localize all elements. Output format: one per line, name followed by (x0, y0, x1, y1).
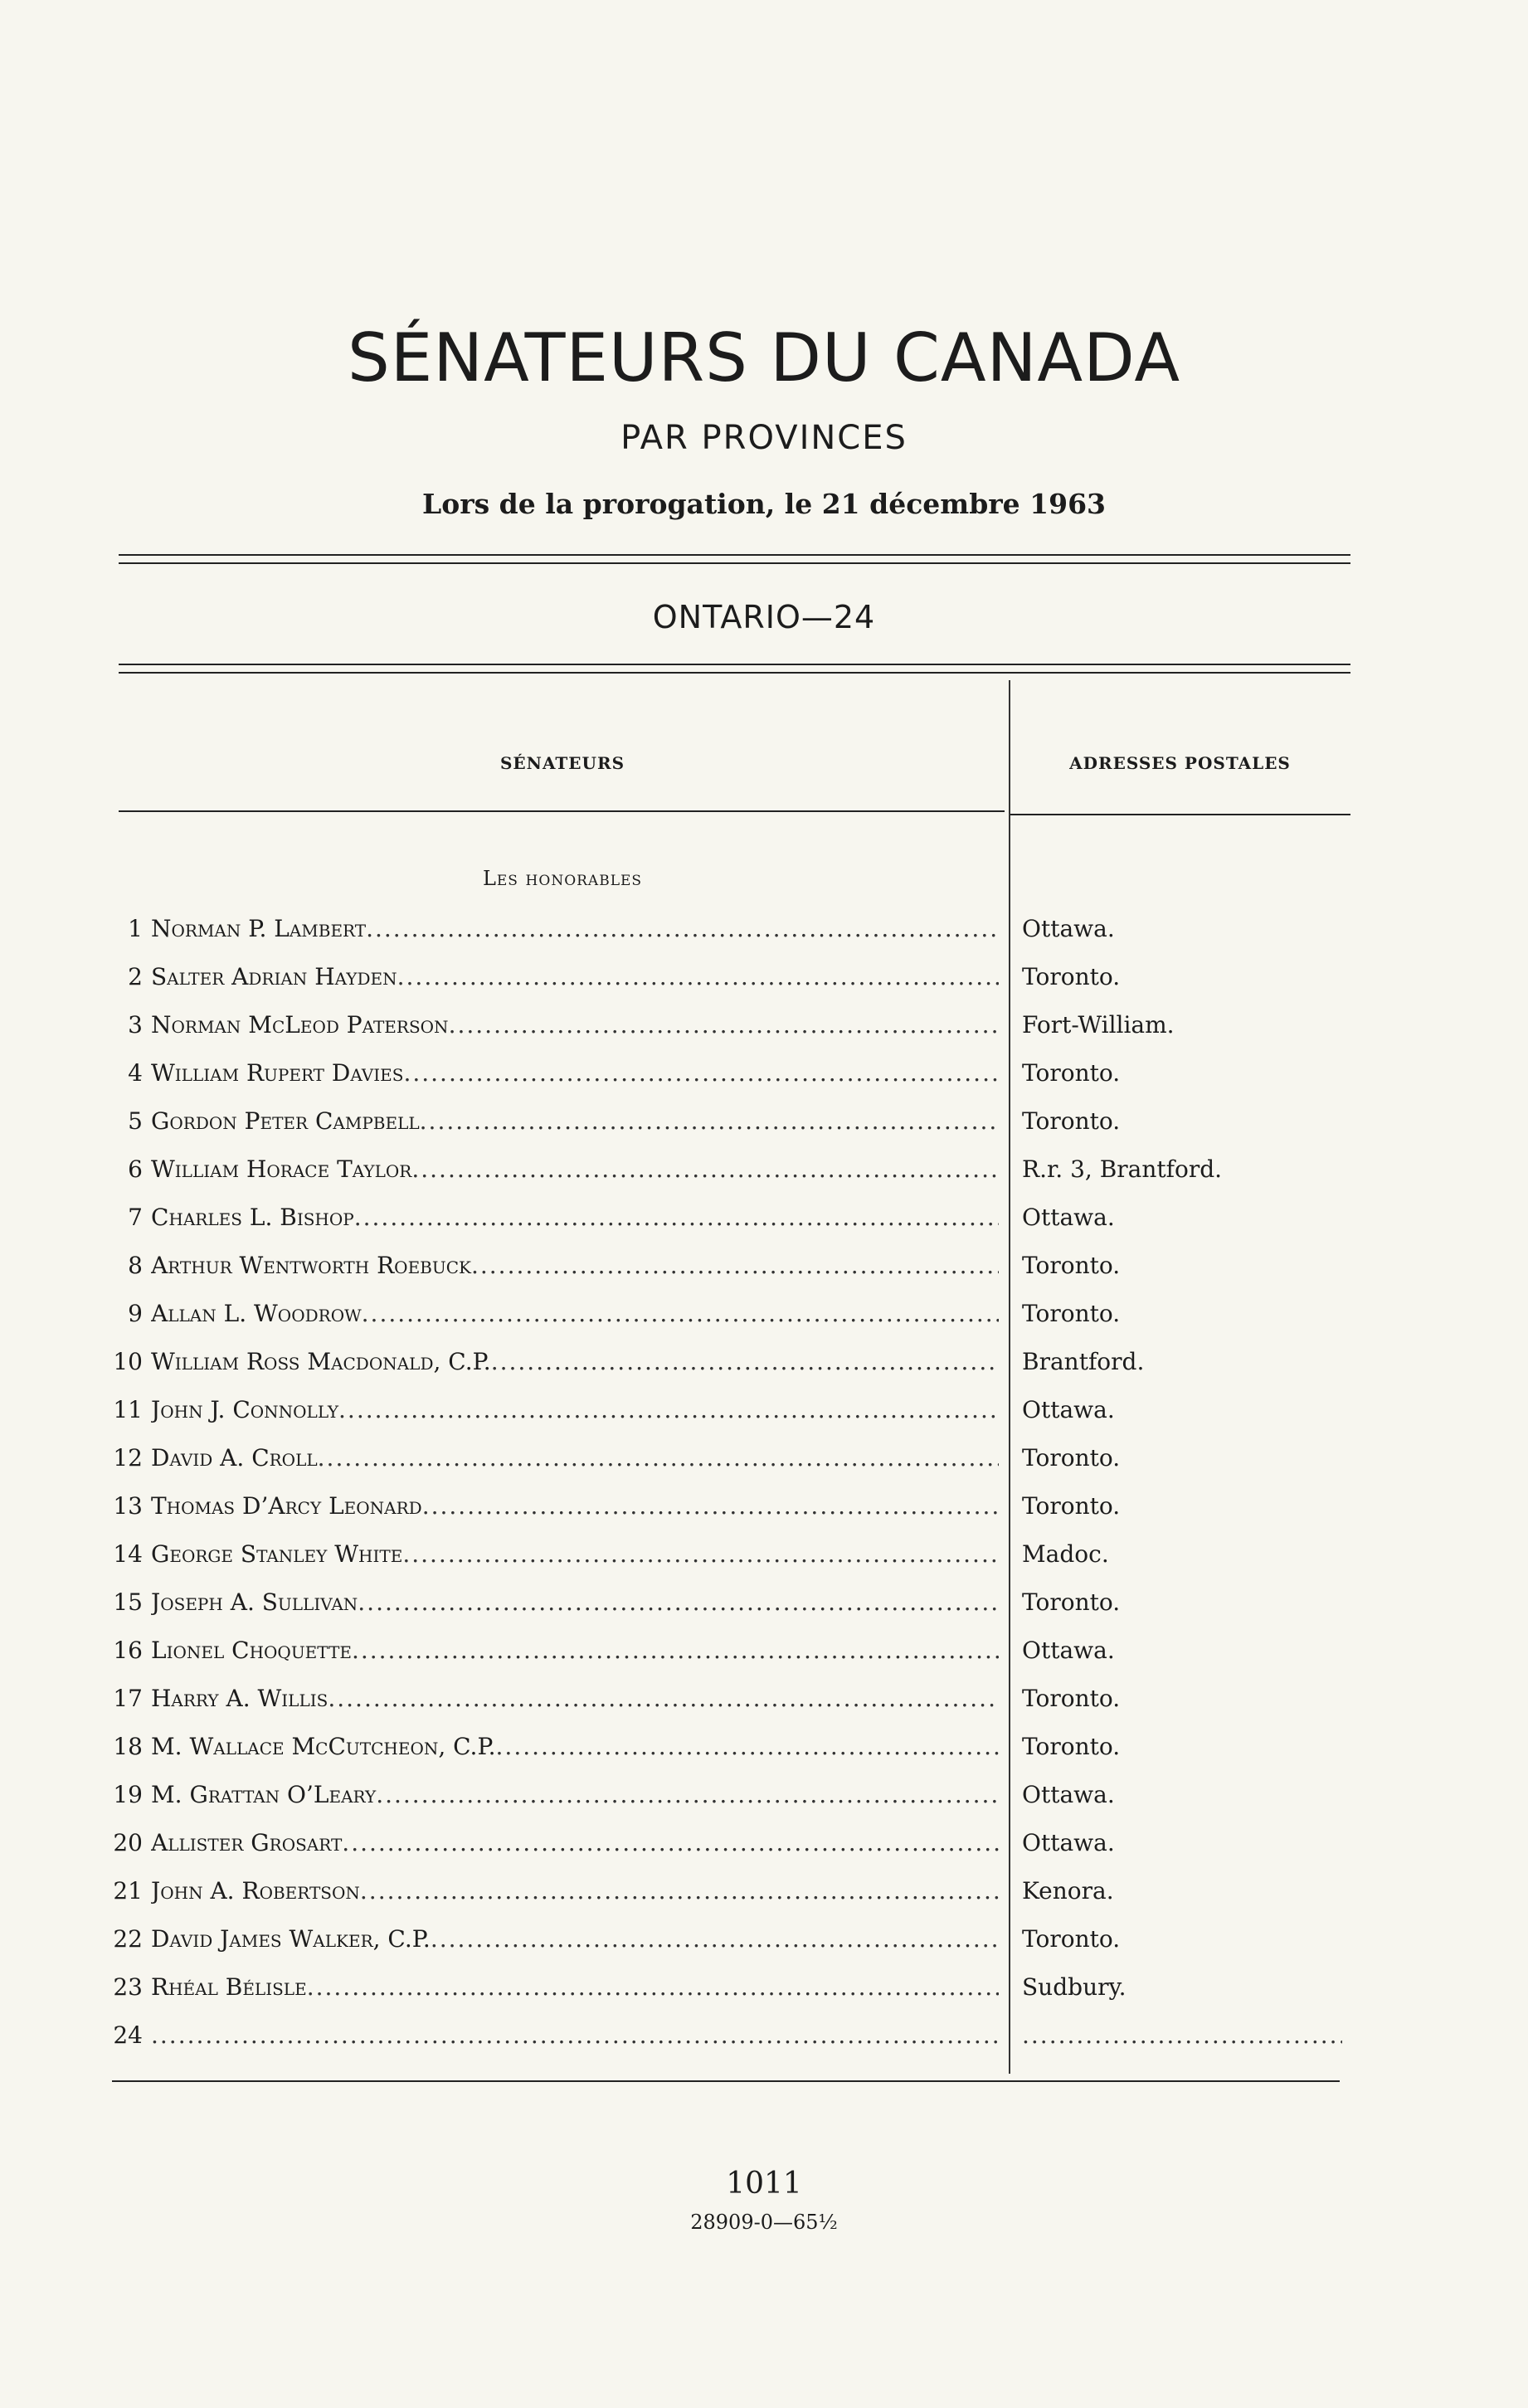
senator-name (151, 1637, 999, 1664)
senator-address: Toronto. (1022, 1588, 1121, 1616)
senator-number: 19 (113, 1781, 143, 1808)
table-row (0, 1295, 1528, 1343)
table-row (0, 1343, 1528, 1391)
senator-number: 13 (113, 1492, 143, 1520)
senator-name (151, 1155, 999, 1183)
leader-dots (360, 1877, 999, 1905)
senator-address: Kenora. (1022, 1877, 1114, 1905)
senator-number: 12 (113, 1444, 143, 1472)
table-row (0, 1680, 1528, 1728)
senator-name-text: Harry A. Willis (151, 1685, 328, 1712)
senator-address: Madoc. (1022, 1540, 1109, 1568)
leader-dots (491, 1348, 999, 1375)
senator-address: Ottawa. (1022, 1781, 1115, 1808)
senator-number: 20 (113, 1829, 143, 1856)
table-bottom-rule (112, 2080, 1340, 2082)
double-rule-top-1 (119, 554, 1350, 556)
senator-address: Ottawa. (1022, 1637, 1115, 1664)
header-rule-right (1010, 814, 1350, 815)
leader-dots (151, 2021, 999, 2049)
print-code: 28909-0—65½ (690, 2211, 838, 2234)
senator-name-text: William Horace Taylor (151, 1155, 412, 1183)
table-row (0, 1247, 1528, 1295)
leader-dots (422, 1492, 999, 1520)
senator-name-text: Thomas D’Arcy Leonard (151, 1492, 422, 1520)
leader-dots (496, 1733, 999, 1760)
senator-address: Toronto. (1022, 1059, 1121, 1087)
senator-number: 15 (113, 1588, 143, 1616)
senator-name (151, 1733, 999, 1760)
header-rule-left (119, 810, 1005, 812)
senator-address: Brantford. (1022, 1348, 1145, 1375)
senator-name (151, 1877, 999, 1905)
address-leader-dots (1022, 2021, 1342, 2049)
leader-dots (376, 1781, 999, 1808)
table-row (0, 1006, 1528, 1054)
table-row (0, 1968, 1528, 2016)
senator-number: 11 (113, 1396, 143, 1423)
senator-name (151, 915, 999, 942)
table-row (0, 1872, 1528, 1920)
senator-number: 22 (113, 1925, 143, 1953)
senator-name-text: Norman McLeod Paterson (151, 1011, 449, 1039)
senator-name-text: Joseph A. Sullivan (151, 1588, 358, 1616)
senator-name (151, 1348, 999, 1375)
table-row (0, 1054, 1528, 1102)
leader-dots (420, 1107, 999, 1135)
leader-dots (403, 1059, 999, 1087)
senator-address: Toronto. (1022, 1252, 1121, 1279)
table-row (0, 958, 1528, 1006)
table-row (0, 1102, 1528, 1150)
senator-address: Fort-William. (1022, 1011, 1175, 1039)
senator-name-text: Arthur Wentworth Roebuck (151, 1252, 471, 1279)
senator-number: 21 (113, 1877, 143, 1905)
leader-dots (397, 963, 999, 990)
senator-name-text: William Rupert Davies (151, 1059, 404, 1087)
leader-dots (354, 1204, 999, 1231)
senator-name (151, 1492, 999, 1520)
senator-name-text: William Ross Macdonald, C.P. (151, 1348, 491, 1375)
senator-name-text: John J. Connolly (151, 1396, 339, 1423)
senator-name-text: Gordon Peter Campbell (151, 1107, 420, 1135)
table-row (0, 1535, 1528, 1583)
senator-name-text: Charles L. Bishop (151, 1204, 354, 1231)
leader-dots (342, 1829, 999, 1856)
senator-number: 10 (113, 1348, 143, 1375)
senator-name (151, 1059, 999, 1087)
senator-number: 18 (113, 1733, 143, 1760)
senator-address: Toronto. (1022, 1925, 1121, 1953)
table-row (0, 1776, 1528, 1824)
senator-number: 8 (128, 1252, 143, 1279)
senator-name-text: Allister Grosart (151, 1829, 343, 1856)
page-title: SÉNATEURS DU CANADA (347, 319, 1181, 396)
senator-address: Toronto. (1022, 1444, 1121, 1472)
column-header-senators: SÉNATEURS (499, 753, 625, 773)
senator-name (151, 1107, 999, 1135)
leader-dots (362, 1300, 999, 1327)
leader-dots (318, 1444, 999, 1472)
senator-number: 4 (128, 1059, 143, 1087)
senator-name (151, 1781, 999, 1808)
senator-address: Toronto. (1022, 1685, 1121, 1712)
senator-name-text: Lionel Choquette (151, 1637, 352, 1664)
senator-number: 3 (128, 1011, 143, 1039)
table-row (0, 1728, 1528, 1776)
senator-name (151, 963, 999, 990)
senator-address: Toronto. (1022, 1300, 1121, 1327)
leader-dots (471, 1252, 999, 1279)
table-row (0, 1199, 1528, 1247)
honorables-label: Les honorables (482, 867, 643, 890)
senator-name (151, 1252, 999, 1279)
senator-number: 6 (128, 1155, 143, 1183)
senator-list (0, 910, 1528, 2065)
leader-dots (402, 1540, 999, 1568)
table-row (0, 1150, 1528, 1199)
senator-address: Ottawa. (1022, 1829, 1115, 1856)
senator-number: 7 (128, 1204, 143, 1231)
page-subtitle: PAR PROVINCES (620, 419, 908, 457)
table-row (0, 1824, 1528, 1872)
senator-number: 5 (128, 1107, 143, 1135)
table-row (0, 1920, 1528, 1968)
senator-address: Ottawa. (1022, 1396, 1115, 1423)
senator-number: 1 (128, 915, 143, 942)
senator-address: Toronto. (1022, 963, 1121, 990)
table-row (0, 1439, 1528, 1487)
table-row (0, 2016, 1528, 2065)
senator-name (151, 1011, 999, 1039)
senator-address: R.r. 3, Brantford. (1022, 1155, 1223, 1183)
senator-number: 24 (113, 2021, 143, 2049)
leader-dots (449, 1011, 999, 1039)
leader-dots (411, 1155, 999, 1183)
senator-name (151, 1973, 999, 2001)
senator-number: 9 (128, 1300, 143, 1327)
senator-name-text: David A. Croll (151, 1444, 318, 1472)
table-row (0, 1487, 1528, 1535)
senator-number: 2 (128, 963, 143, 990)
leader-dots (307, 1973, 999, 2001)
senator-number: 17 (113, 1685, 143, 1712)
senator-name (151, 1396, 999, 1423)
senator-name (151, 1588, 999, 1616)
date-line: Lors de la prorogation, le 21 décembre 1963 (421, 488, 1107, 520)
leader-dots (338, 1396, 999, 1423)
senator-address: Toronto. (1022, 1733, 1121, 1760)
leader-dots (328, 1685, 999, 1712)
senator-address: Ottawa. (1022, 915, 1115, 942)
senator-name-text: M. Wallace McCutcheon, C.P. (151, 1733, 496, 1760)
senator-address: Toronto. (1022, 1492, 1121, 1520)
province-heading: ONTARIO—24 (652, 599, 876, 635)
senator-name (151, 1925, 999, 1953)
senator-name-text: Salter Adrian Hayden (151, 963, 397, 990)
senator-name (151, 2021, 999, 2049)
senator-name (151, 1300, 999, 1327)
page-number: 1011 (726, 2167, 802, 2201)
senator-name-text: Rhéal Bélisle (151, 1973, 307, 2001)
senator-name (151, 1540, 999, 1568)
senator-name-text: George Stanley White (151, 1540, 403, 1568)
table-row (0, 1583, 1528, 1632)
double-rule-mid-1 (119, 664, 1350, 665)
table-row (0, 1391, 1528, 1439)
column-header-addresses: ADRESSES POSTALES (1069, 753, 1291, 773)
senator-name-text: John A. Robertson (151, 1877, 360, 1905)
senator-name (151, 1444, 999, 1472)
table-row (0, 1632, 1528, 1680)
senator-name-text: David James Walker, C.P. (151, 1925, 431, 1953)
leader-dots (366, 915, 999, 942)
senator-name-text: Allan L. Woodrow (151, 1300, 362, 1327)
leader-dots (431, 1925, 999, 1953)
senator-name (151, 1685, 999, 1712)
leader-dots (352, 1637, 999, 1664)
double-rule-mid-2 (119, 672, 1350, 674)
senator-name-text: Norman P. Lambert (151, 915, 367, 942)
senator-name (151, 1829, 999, 1856)
double-rule-top-2 (119, 562, 1350, 564)
senator-name (151, 1204, 999, 1231)
senator-name-text: M. Grattan O’Leary (151, 1781, 377, 1808)
senator-number: 23 (113, 1973, 143, 2001)
senator-number: 16 (113, 1637, 143, 1664)
leader-dots (358, 1588, 999, 1616)
table-row (0, 910, 1528, 958)
senator-number: 14 (113, 1540, 143, 1568)
senator-address: Ottawa. (1022, 1204, 1115, 1231)
senator-address: Toronto. (1022, 1107, 1121, 1135)
senator-address: Sudbury. (1022, 1973, 1127, 2001)
